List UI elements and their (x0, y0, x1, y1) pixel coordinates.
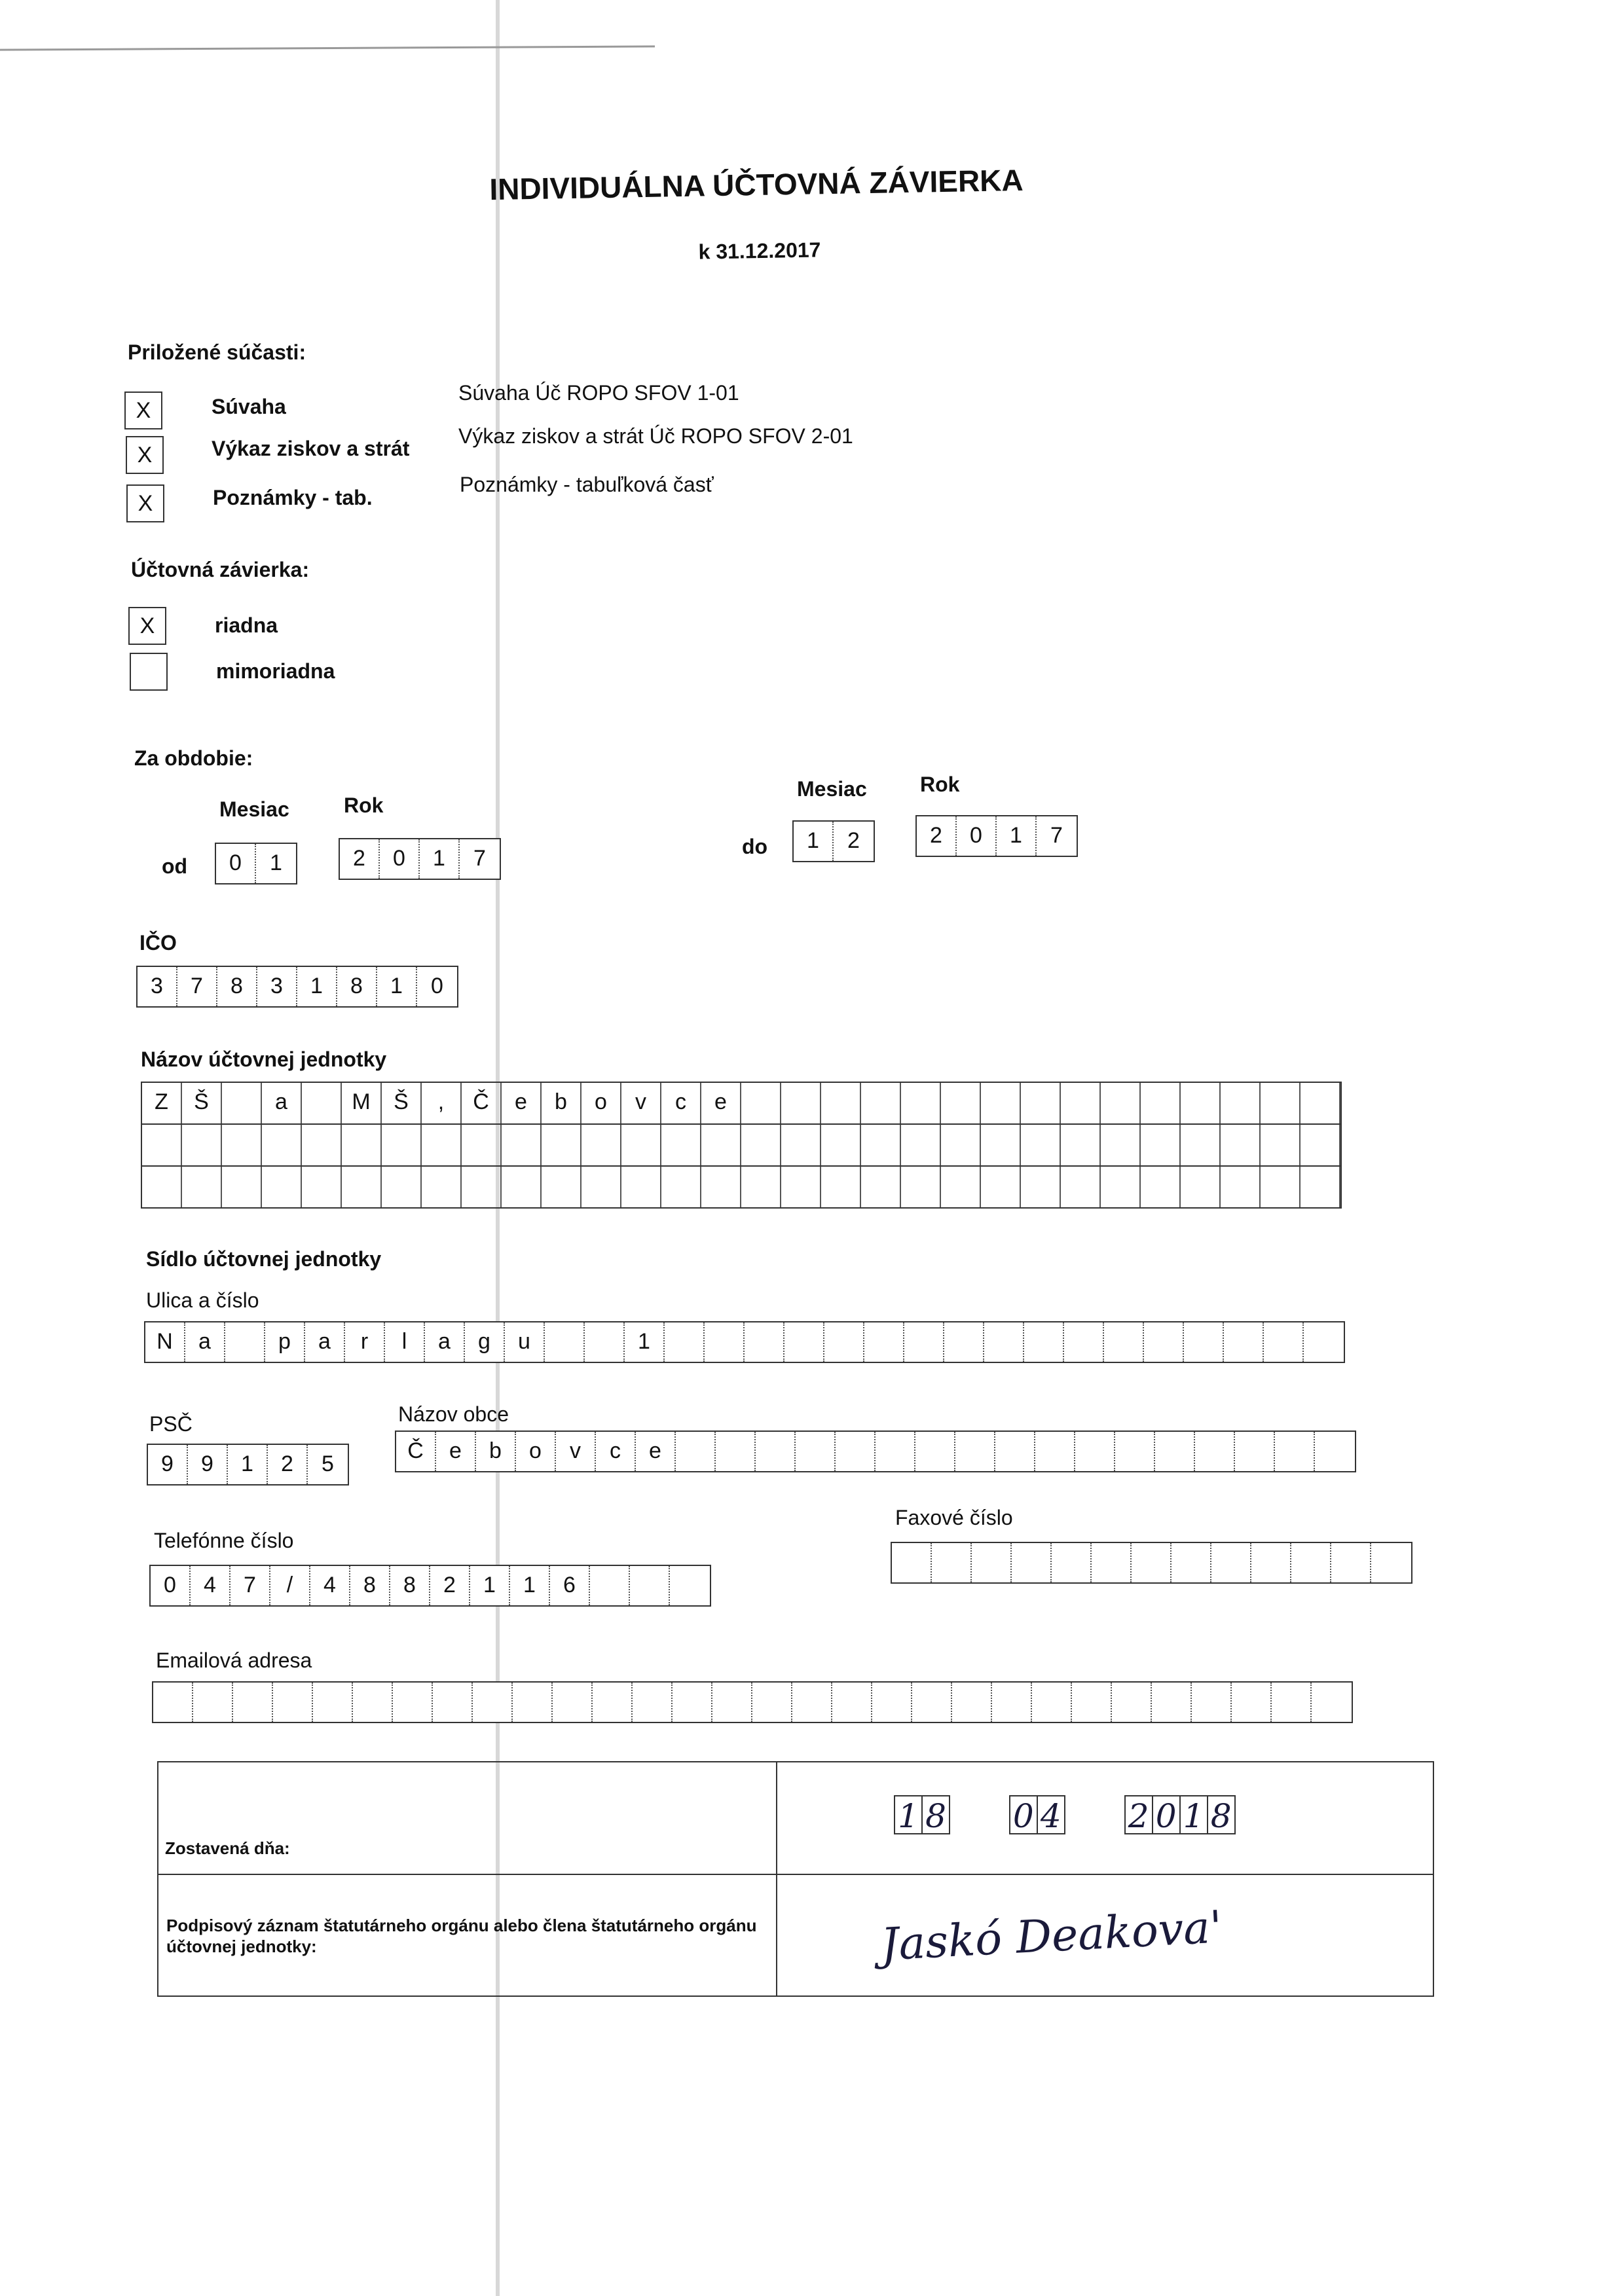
email-char (952, 1683, 992, 1722)
date-year-digit: 2 (1124, 1795, 1153, 1834)
signature-table-divider (776, 1761, 777, 1997)
city-char (1275, 1432, 1315, 1471)
from-year-digit: 0 (380, 839, 420, 879)
checkbox-poznamky[interactable]: X (126, 484, 164, 522)
attachment-label-vykaz: Výkaz ziskov a strát (212, 437, 410, 460)
email-char (1112, 1683, 1152, 1722)
name-char (302, 1125, 342, 1165)
name-char (1101, 1083, 1141, 1123)
to-year-digit: 2 (917, 816, 957, 856)
from-month-digit: 1 (270, 850, 282, 875)
fax-char (932, 1543, 972, 1582)
to-month-label: Mesiac (797, 777, 867, 801)
to-year-digit: 1 (997, 816, 1037, 856)
street-char (904, 1322, 944, 1362)
date-year-digit: 8 (1207, 1795, 1236, 1834)
city-char: e (436, 1432, 476, 1471)
city-char (716, 1432, 756, 1471)
fax-char (1132, 1543, 1172, 1582)
name-char (621, 1125, 661, 1165)
from-month-field[interactable] (215, 843, 297, 884)
date-month-digit: 0 (1009, 1795, 1038, 1834)
email-char (353, 1683, 393, 1722)
from-year-digit: 1 (420, 839, 460, 879)
psc-digit: 2 (268, 1445, 308, 1484)
street-char: 1 (625, 1322, 665, 1362)
email-char (593, 1683, 633, 1722)
from-year-field[interactable] (339, 838, 501, 880)
name-char (861, 1167, 901, 1207)
name-char (1261, 1083, 1301, 1123)
name-char (342, 1125, 382, 1165)
name-char (462, 1125, 502, 1165)
scan-edge-line (0, 45, 655, 50)
fax-label: Faxové číslo (895, 1506, 1013, 1529)
checkbox-riadna[interactable]: X (128, 607, 166, 645)
phone-char: 7 (231, 1566, 270, 1605)
email-char (633, 1683, 673, 1722)
to-year-digit: 7 (1050, 823, 1063, 848)
email-char (1272, 1683, 1312, 1722)
city-char (876, 1432, 915, 1471)
email-char (553, 1683, 593, 1722)
signature-table-row-divider (157, 1874, 1434, 1875)
email-char (513, 1683, 553, 1722)
name-char (1221, 1125, 1261, 1165)
name-char (781, 1125, 821, 1165)
street-char (1224, 1322, 1264, 1362)
from-year-digit: 7 (473, 846, 486, 871)
name-char (1181, 1125, 1221, 1165)
email-char (273, 1683, 313, 1722)
city-char (1035, 1432, 1075, 1471)
name-char (981, 1167, 1021, 1207)
ico-digit: 8 (217, 967, 257, 1006)
phone-char: 1 (510, 1566, 550, 1605)
attachment-form-poznamky: Poznámky - tabuľková časť (460, 473, 714, 496)
street-char: a (425, 1322, 465, 1362)
city-char: o (516, 1432, 556, 1471)
to-month-digit: 2 (847, 828, 860, 853)
period-heading: Za obdobie: (134, 746, 253, 770)
name-char (781, 1083, 821, 1123)
attachment-form-suvaha: Súvaha Úč ROPO SFOV 1-01 (458, 381, 739, 405)
street-char (225, 1322, 265, 1362)
fax-char (1092, 1543, 1132, 1582)
phone-char: / (270, 1566, 310, 1605)
name-char (901, 1167, 941, 1207)
name-char (182, 1125, 222, 1165)
name-char (1021, 1125, 1061, 1165)
name-char (1181, 1167, 1221, 1207)
street-label: Ulica a číslo (146, 1288, 259, 1312)
name-char (262, 1125, 302, 1165)
email-char (712, 1683, 752, 1722)
attachments-heading: Priložené súčasti: (128, 340, 306, 364)
name-char: a (262, 1083, 302, 1123)
city-char (1075, 1432, 1115, 1471)
name-char (1141, 1167, 1181, 1207)
checkbox-mimoriadna[interactable] (130, 653, 168, 691)
city-char (995, 1432, 1035, 1471)
fax-char (1172, 1543, 1211, 1582)
name-char (382, 1125, 422, 1165)
name-char (1101, 1167, 1141, 1207)
name-char (621, 1167, 661, 1207)
name-char (502, 1167, 542, 1207)
email-char (433, 1683, 473, 1722)
name-char (861, 1083, 901, 1123)
name-char (821, 1083, 861, 1123)
fax-char (1371, 1543, 1411, 1582)
name-char (1141, 1083, 1181, 1123)
from-year-digit: 2 (340, 839, 380, 879)
entity-name-row-1 (142, 1083, 1340, 1125)
name-char (542, 1167, 581, 1207)
city-label: Názov obce (398, 1402, 509, 1426)
name-char: M (342, 1083, 382, 1123)
page-title: INDIVIDUÁLNA ÚČTOVNÁ ZÁVIERKA (489, 162, 1024, 207)
ico-digit: 3 (257, 967, 297, 1006)
ico-digit: 8 (337, 967, 377, 1006)
city-char (796, 1432, 836, 1471)
date-year-digit: 1 (1179, 1795, 1208, 1834)
phone-char: 4 (191, 1566, 231, 1605)
email-char (393, 1683, 433, 1722)
name-char (222, 1125, 262, 1165)
street-char: g (465, 1322, 505, 1362)
phone-char (670, 1566, 710, 1605)
ico-digit: 3 (138, 967, 177, 1006)
phone-char (630, 1566, 670, 1605)
entity-name-row-3 (142, 1167, 1340, 1207)
name-char (142, 1167, 182, 1207)
street-char (665, 1322, 705, 1362)
name-char (542, 1125, 581, 1165)
name-char (941, 1167, 981, 1207)
email-char (233, 1683, 273, 1722)
email-char (1072, 1683, 1112, 1722)
to-label: do (742, 835, 768, 858)
name-char (741, 1125, 781, 1165)
date-day-digit: 8 (921, 1795, 950, 1834)
type-label-mimoriadna: mimoriadna (216, 659, 335, 683)
email-char (1032, 1683, 1072, 1722)
street-char (1184, 1322, 1224, 1362)
fax-char (892, 1543, 932, 1582)
name-char: , (422, 1083, 462, 1123)
city-field[interactable] (395, 1430, 1356, 1472)
fax-char (1251, 1543, 1291, 1582)
phone-char: 0 (151, 1566, 191, 1605)
name-char (1101, 1125, 1141, 1165)
name-char: e (701, 1083, 741, 1123)
sign-label: Podpisový záznam štatutárneho orgánu alebo člena štatutárneho orgánu účtovnej jednotky: (166, 1916, 757, 1956)
name-char (1221, 1167, 1261, 1207)
seat-heading: Sídlo účtovnej jednotky (146, 1247, 382, 1271)
name-char (1021, 1083, 1061, 1123)
compiled-date[interactable] (894, 1795, 1234, 1835)
city-char (1155, 1432, 1195, 1471)
city-char: v (556, 1432, 596, 1471)
street-char: p (265, 1322, 305, 1362)
email-char (1192, 1683, 1232, 1722)
phone-char: 4 (310, 1566, 350, 1605)
name-char (981, 1083, 1021, 1123)
ico-digit: 7 (177, 967, 217, 1006)
to-month-digit: 1 (794, 822, 834, 861)
street-char: u (505, 1322, 545, 1362)
psc-field[interactable] (147, 1444, 349, 1485)
to-month-field[interactable] (792, 820, 875, 862)
phone-char (590, 1566, 630, 1605)
type-heading: Účtovná závierka: (131, 558, 310, 581)
name-char (901, 1083, 941, 1123)
phone-label: Telefónne číslo (154, 1529, 294, 1552)
city-char: b (476, 1432, 516, 1471)
name-char (382, 1167, 422, 1207)
name-char: c (661, 1083, 701, 1123)
street-char: a (185, 1322, 225, 1362)
street-char (944, 1322, 984, 1362)
phone-char: 8 (350, 1566, 390, 1605)
handwritten-signature: Jaskó Deakova' (879, 1901, 1224, 1971)
name-char (302, 1167, 342, 1207)
ico-field[interactable] (136, 966, 458, 1008)
email-char (1312, 1683, 1352, 1722)
name-char (821, 1125, 861, 1165)
city-char (836, 1432, 876, 1471)
email-char (832, 1683, 872, 1722)
email-field[interactable] (152, 1681, 1353, 1723)
date-day-digit: 1 (894, 1795, 923, 1834)
checkbox-vykaz[interactable]: X (126, 436, 164, 474)
name-char (142, 1125, 182, 1165)
to-year-label: Rok (920, 773, 960, 796)
name-char (941, 1083, 981, 1123)
name-char (462, 1167, 502, 1207)
fax-char (1012, 1543, 1052, 1582)
attachment-label-suvaha: Súvaha (212, 395, 286, 418)
ico-digit: 1 (297, 967, 337, 1006)
phone-char: 8 (390, 1566, 430, 1605)
attachment-form-vykaz: Výkaz ziskov a strát Úč ROPO SFOV 2-01 (458, 424, 853, 448)
street-char (1264, 1322, 1304, 1362)
street-char (1104, 1322, 1144, 1362)
street-char (824, 1322, 864, 1362)
fax-char (1331, 1543, 1371, 1582)
name-char: e (502, 1083, 542, 1123)
name-char: b (542, 1083, 581, 1123)
psc-digit: 5 (322, 1451, 334, 1476)
name-char (182, 1167, 222, 1207)
city-char (756, 1432, 796, 1471)
name-char: Š (182, 1083, 222, 1123)
name-char (422, 1167, 462, 1207)
name-char (981, 1125, 1021, 1165)
to-year-field[interactable] (915, 815, 1078, 857)
email-char (673, 1683, 712, 1722)
name-char (1301, 1167, 1340, 1207)
ico-digit: 1 (377, 967, 417, 1006)
name-char (1061, 1125, 1101, 1165)
street-char (1304, 1322, 1344, 1362)
phone-field[interactable] (149, 1565, 711, 1607)
entity-name-row-2 (142, 1125, 1340, 1167)
name-char (1181, 1083, 1221, 1123)
name-char (1261, 1125, 1301, 1165)
entity-name-field[interactable] (141, 1082, 1342, 1209)
attachment-label-poznamky: Poznámky - tab. (213, 486, 373, 509)
name-char: Š (382, 1083, 422, 1123)
email-char (153, 1683, 193, 1722)
city-char (1315, 1432, 1355, 1471)
to-year-digit: 0 (957, 816, 997, 856)
fax-char (1211, 1543, 1251, 1582)
phone-char: 2 (430, 1566, 470, 1605)
city-char (676, 1432, 716, 1471)
street-char (1024, 1322, 1064, 1362)
ico-digit: 0 (431, 974, 443, 998)
email-char (473, 1683, 513, 1722)
name-char (1261, 1167, 1301, 1207)
name-char (581, 1167, 621, 1207)
from-label: od (162, 854, 188, 878)
psc-label: PSČ (149, 1412, 193, 1436)
name-char (1061, 1083, 1101, 1123)
date-month-digit: 4 (1037, 1795, 1065, 1834)
from-month-label: Mesiac (219, 797, 289, 821)
psc-digit: 9 (148, 1445, 188, 1484)
compiled-label: Zostavená dňa: (165, 1838, 290, 1858)
name-char (222, 1167, 262, 1207)
name-char (302, 1083, 342, 1123)
street-char (864, 1322, 904, 1362)
name-char (1301, 1083, 1340, 1123)
name-char (661, 1125, 701, 1165)
street-char (1064, 1322, 1104, 1362)
phone-char: 6 (550, 1566, 590, 1605)
name-char (661, 1167, 701, 1207)
signature-table (157, 1761, 1434, 1997)
from-year-label: Rok (344, 793, 384, 817)
email-char (992, 1683, 1032, 1722)
street-char: r (345, 1322, 385, 1362)
email-char (872, 1683, 912, 1722)
name-char (821, 1167, 861, 1207)
street-char (545, 1322, 585, 1362)
name-char (1021, 1167, 1061, 1207)
name-char (741, 1083, 781, 1123)
name-char: v (621, 1083, 661, 1123)
street-char (1144, 1322, 1184, 1362)
street-char (705, 1322, 745, 1362)
city-char (915, 1432, 955, 1471)
checkbox-suvaha[interactable]: X (124, 392, 162, 429)
name-char (941, 1125, 981, 1165)
street-char: N (145, 1322, 185, 1362)
street-char (784, 1322, 824, 1362)
city-char: e (636, 1432, 676, 1471)
email-char (193, 1683, 233, 1722)
name-char: o (581, 1083, 621, 1123)
street-char (745, 1322, 784, 1362)
name-char (1301, 1125, 1340, 1165)
city-char (1195, 1432, 1235, 1471)
email-char (912, 1683, 952, 1722)
name-char (861, 1125, 901, 1165)
name-char (1061, 1167, 1101, 1207)
email-char (752, 1683, 792, 1722)
street-char (585, 1322, 625, 1362)
city-char: c (596, 1432, 636, 1471)
street-field[interactable] (144, 1321, 1345, 1363)
name-char: Č (462, 1083, 502, 1123)
name-char (901, 1125, 941, 1165)
page-subtitle: k 31.12.2017 (698, 238, 821, 264)
city-char (1115, 1432, 1155, 1471)
street-char: a (305, 1322, 345, 1362)
name-char (781, 1167, 821, 1207)
psc-digit: 9 (188, 1445, 228, 1484)
fax-char (1052, 1543, 1092, 1582)
street-char (984, 1322, 1024, 1362)
ico-label: IČO (139, 931, 177, 955)
email-char (792, 1683, 832, 1722)
city-char: Č (396, 1432, 436, 1471)
name-char (581, 1125, 621, 1165)
fax-char (972, 1543, 1012, 1582)
city-char (955, 1432, 995, 1471)
name-char (422, 1125, 462, 1165)
name-char (502, 1125, 542, 1165)
name-char (222, 1083, 262, 1123)
name-char: Z (142, 1083, 182, 1123)
name-char (342, 1167, 382, 1207)
name-char (741, 1167, 781, 1207)
name-char (262, 1167, 302, 1207)
name-char (1141, 1125, 1181, 1165)
email-label: Emailová adresa (156, 1649, 312, 1672)
phone-char: 1 (470, 1566, 510, 1605)
street-char: l (385, 1322, 425, 1362)
city-char (1235, 1432, 1275, 1471)
name-char (1221, 1083, 1261, 1123)
email-char (313, 1683, 353, 1722)
name-char (701, 1125, 741, 1165)
email-char (1232, 1683, 1272, 1722)
fax-field[interactable] (891, 1542, 1412, 1584)
name-char (701, 1167, 741, 1207)
type-label-riadna: riadna (215, 613, 278, 637)
fax-char (1291, 1543, 1331, 1582)
email-char (1152, 1683, 1192, 1722)
date-year-digit: 0 (1152, 1795, 1181, 1834)
psc-digit: 1 (228, 1445, 268, 1484)
entity-name-label: Názov účtovnej jednotky (141, 1048, 387, 1071)
from-month-digit: 0 (216, 844, 256, 883)
